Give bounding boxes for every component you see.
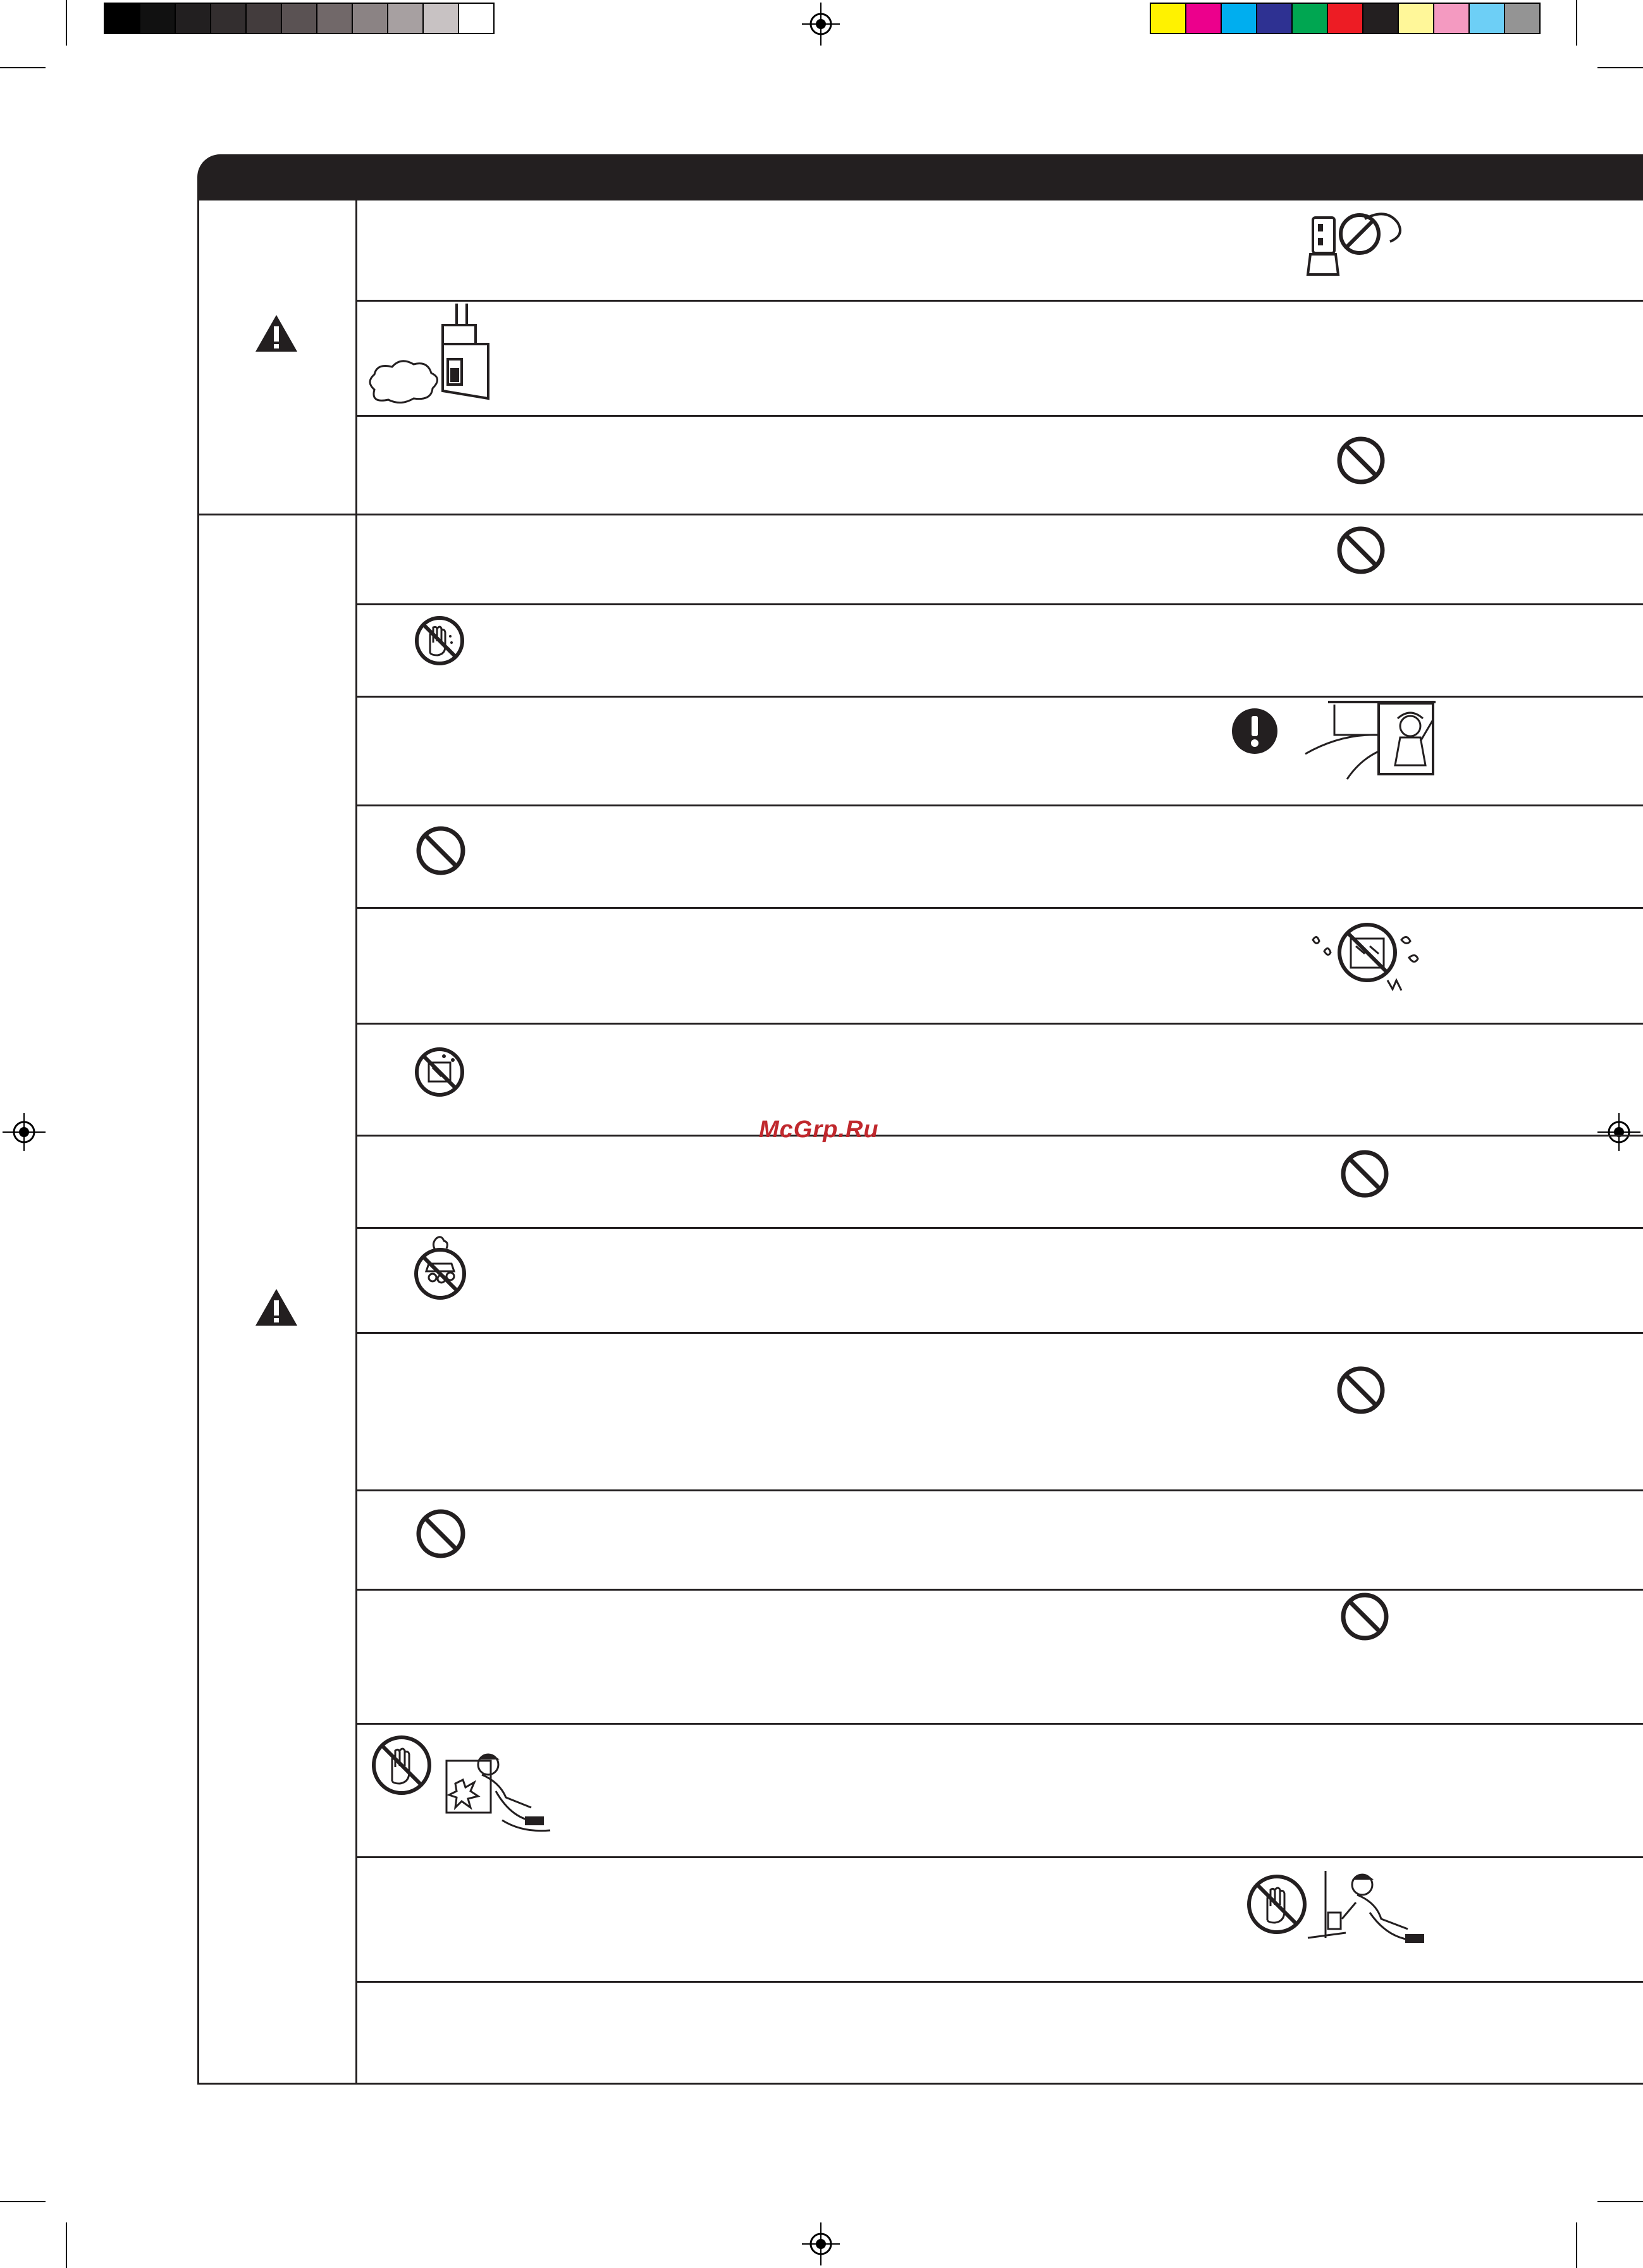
row-divider xyxy=(355,907,1643,909)
no-water-splash-icon xyxy=(1307,915,1424,995)
crop-mark xyxy=(1597,67,1643,68)
color-swatch xyxy=(1468,3,1505,34)
safety-table-frame xyxy=(197,199,1643,2085)
crop-mark xyxy=(66,2222,67,2268)
window-ventilation-icon xyxy=(1303,697,1439,784)
color-swatch xyxy=(175,3,211,34)
prohibition-icon xyxy=(415,825,467,877)
row-divider xyxy=(355,415,1643,417)
color-swatch xyxy=(1221,3,1257,34)
row-divider xyxy=(355,1023,1643,1025)
circuit-breaker-icon xyxy=(362,302,501,414)
row-divider xyxy=(355,1332,1643,1334)
row-divider xyxy=(355,1489,1643,1491)
prohibition-icon xyxy=(1339,1591,1390,1642)
color-swatch xyxy=(422,3,459,34)
row-divider xyxy=(355,1135,1643,1137)
color-swatch xyxy=(1504,3,1541,34)
section-divider xyxy=(197,514,1643,515)
color-swatch xyxy=(104,3,140,34)
warning-triangle-icon xyxy=(254,1288,298,1327)
do-not-touch-icon xyxy=(371,1734,433,1796)
crop-mark xyxy=(1597,2201,1643,2202)
power-outlet-plug-icon xyxy=(1304,204,1405,280)
color-swatch xyxy=(1398,3,1434,34)
row-divider xyxy=(355,804,1643,806)
prohibition-icon xyxy=(1336,435,1386,486)
prohibition-icon xyxy=(1336,1365,1386,1415)
person-bumping-unit-icon xyxy=(443,1751,557,1839)
color-swatch xyxy=(387,3,424,34)
crop-mark xyxy=(0,67,46,68)
color-swatch xyxy=(1433,3,1470,34)
crop-mark xyxy=(1576,2222,1577,2268)
crop-mark xyxy=(1576,0,1577,46)
color-swatch xyxy=(1256,3,1293,34)
color-swatch xyxy=(458,3,495,34)
row-divider xyxy=(355,603,1643,605)
registration-mark-icon xyxy=(802,2222,840,2265)
color-swatch xyxy=(1362,3,1399,34)
row-divider xyxy=(355,1227,1643,1229)
color-swatch xyxy=(1327,3,1363,34)
color-swatch xyxy=(1185,3,1222,34)
registration-mark-icon xyxy=(3,1113,46,1151)
registration-mark-icon xyxy=(802,3,840,46)
crop-mark xyxy=(0,2201,46,2202)
prohibition-icon xyxy=(415,1508,467,1560)
table-header-bar xyxy=(197,154,1643,200)
row-divider xyxy=(355,1981,1643,1983)
watermark: McGrp.Ru xyxy=(759,1116,879,1143)
row-divider xyxy=(355,1723,1643,1725)
color-swatch xyxy=(210,3,247,34)
color-swatch xyxy=(352,3,388,34)
prohibition-icon xyxy=(1339,1149,1390,1199)
row-divider xyxy=(355,300,1643,302)
no-wet-hands-icon xyxy=(414,615,465,667)
color-swatch xyxy=(1291,3,1328,34)
label-column-divider xyxy=(355,199,357,2085)
do-not-touch-icon xyxy=(1246,1873,1308,1935)
person-at-outlet-icon xyxy=(1307,1868,1433,1951)
no-insert-object-icon xyxy=(414,1046,465,1098)
color-swatch xyxy=(245,3,282,34)
row-divider xyxy=(355,696,1643,698)
crop-mark xyxy=(66,0,67,46)
prohibition-icon xyxy=(1336,525,1386,576)
no-flammable-spray-icon xyxy=(410,1232,471,1305)
color-swatch xyxy=(316,3,353,34)
mandatory-action-icon xyxy=(1231,707,1279,755)
process-color-bar xyxy=(1150,0,1539,35)
row-divider xyxy=(355,1856,1643,1858)
warning-triangle-icon xyxy=(254,314,298,353)
color-swatch xyxy=(281,3,317,34)
color-swatch xyxy=(139,3,176,34)
color-swatch xyxy=(1150,3,1186,34)
gray-color-bar xyxy=(104,0,493,35)
row-divider xyxy=(355,1589,1643,1591)
